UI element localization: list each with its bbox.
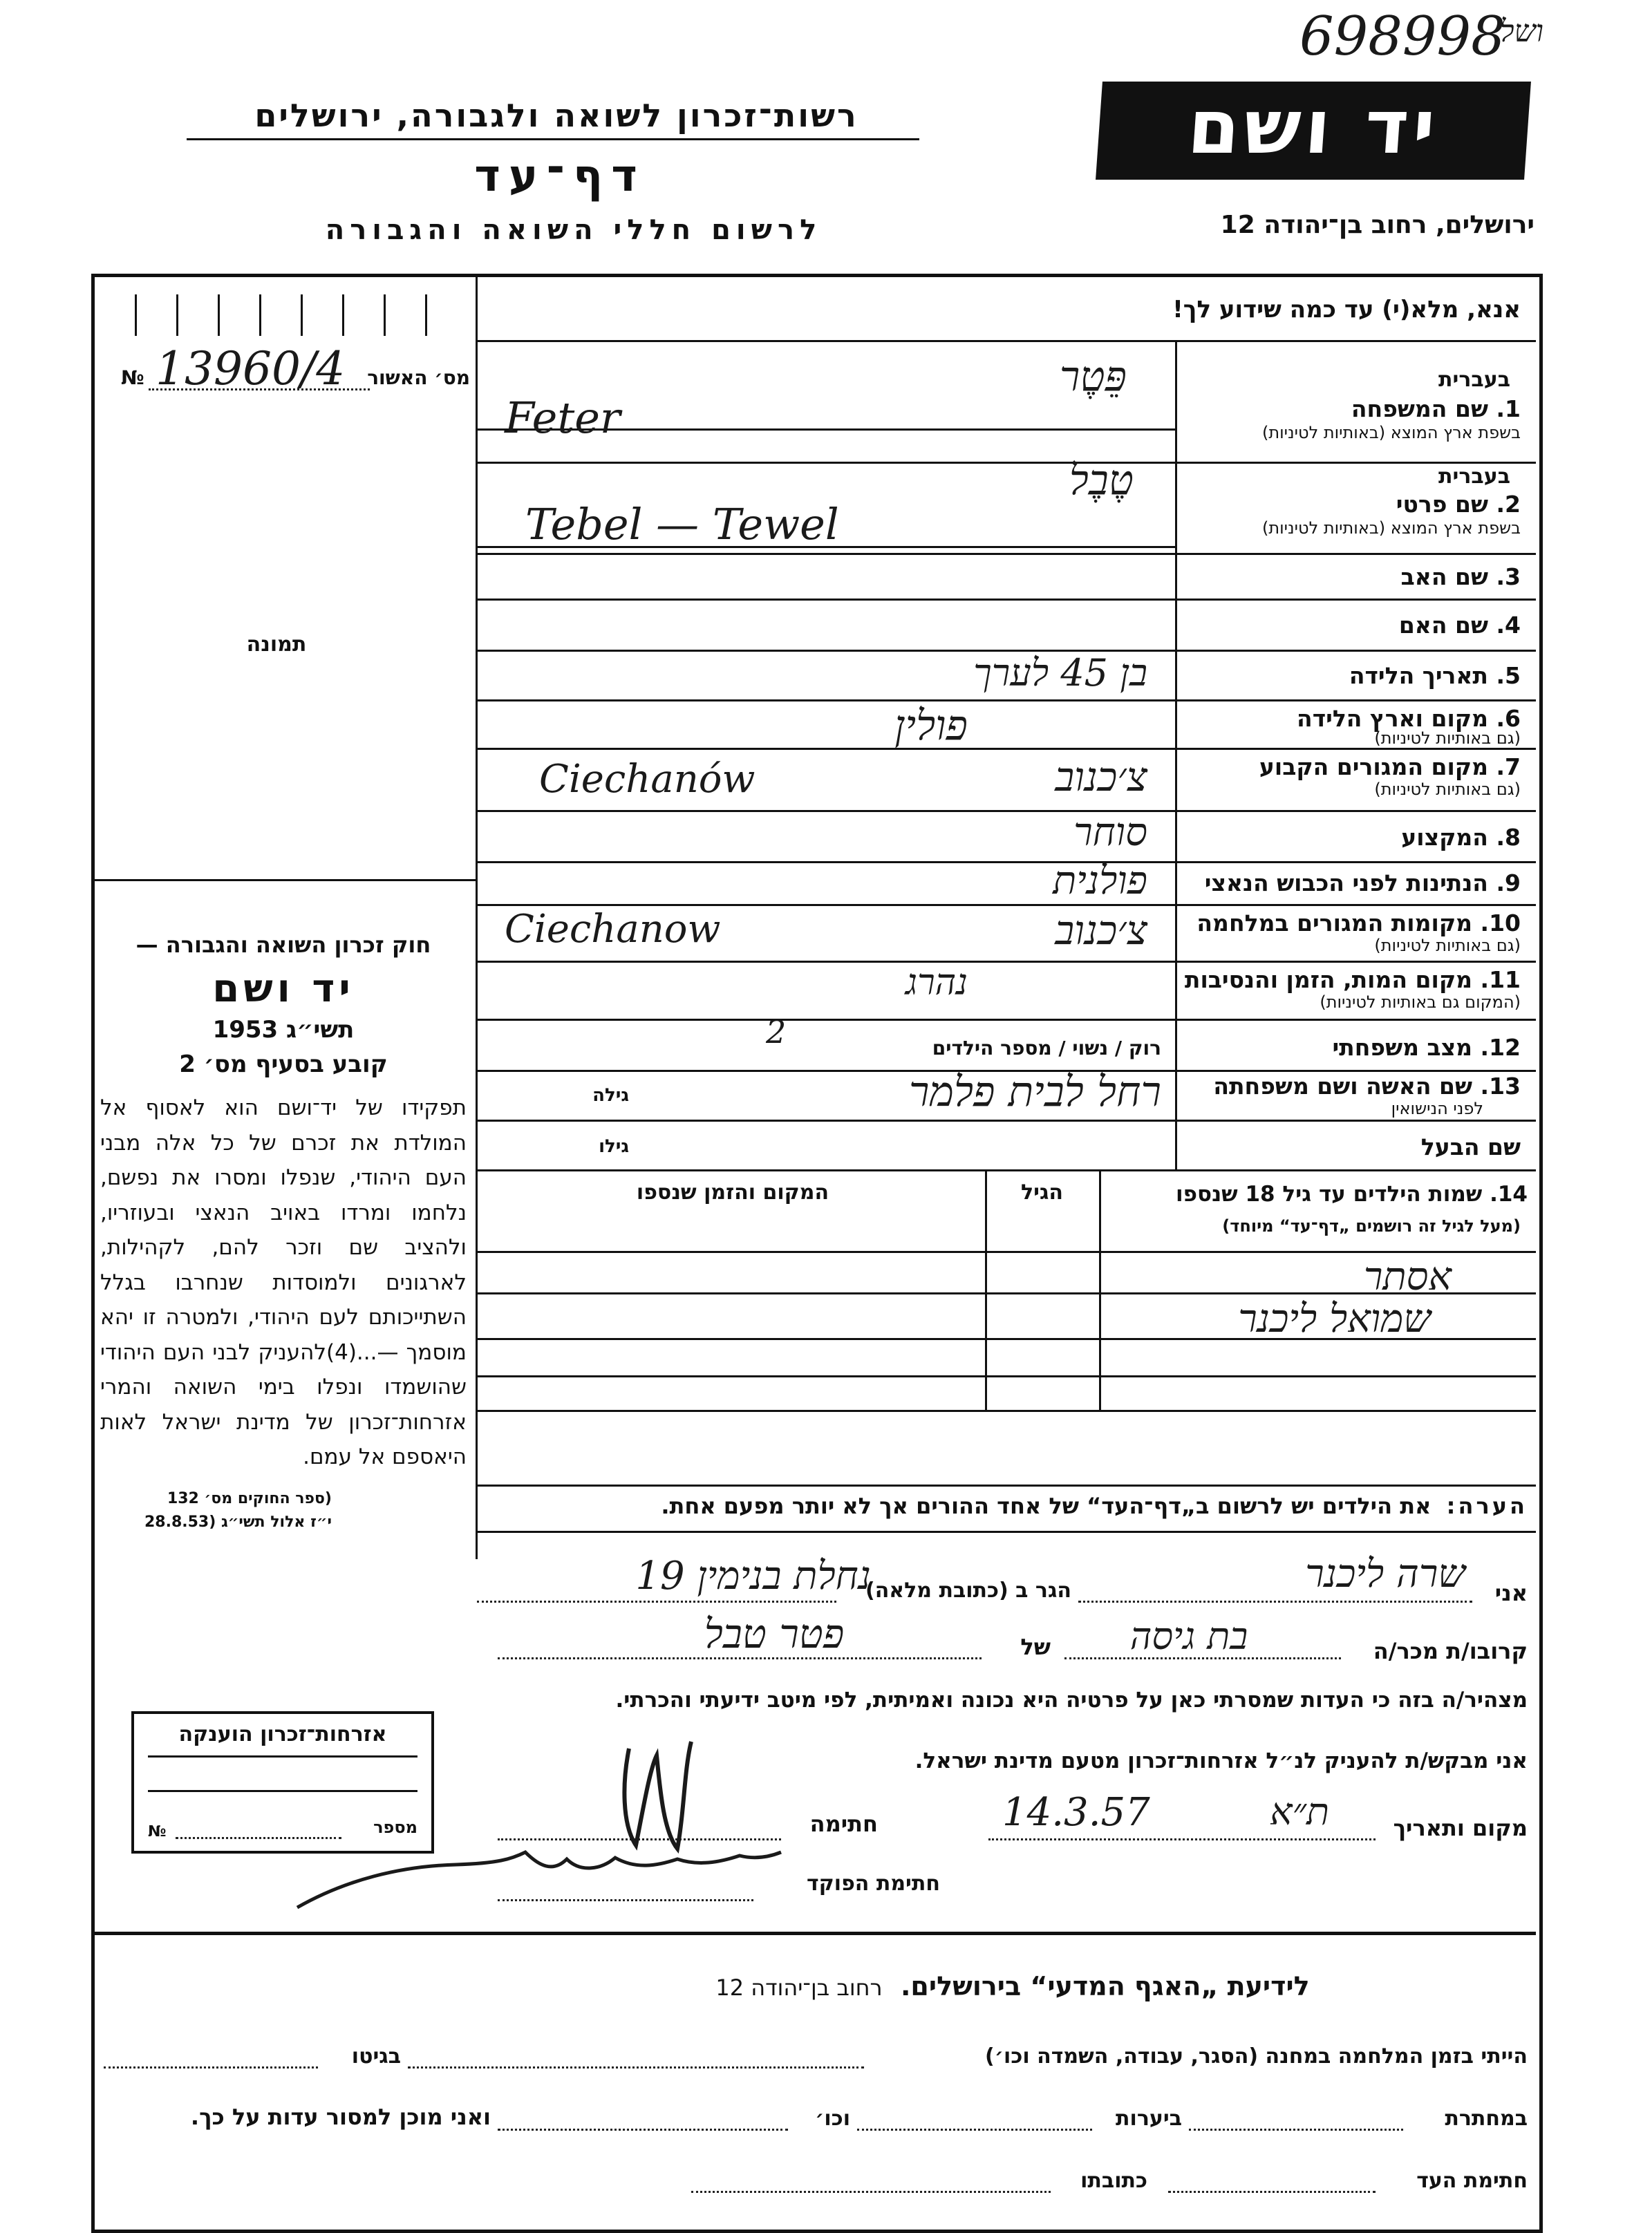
register-label: מס׳ האשור — [367, 366, 470, 389]
field-1-label-text: שם המשפחה — [1351, 395, 1488, 422]
date-value[interactable]: 14.3.57 — [1002, 1790, 1150, 1835]
profession-value[interactable]: סוחר — [1073, 810, 1147, 855]
birthplace-value[interactable]: פולין — [894, 701, 968, 750]
field-5-num: 5. — [1496, 662, 1521, 689]
place-value[interactable]: ת״א — [1270, 1790, 1329, 1834]
bottom-line-2-etc-label: וכו׳ — [815, 2107, 850, 2131]
field-1-num: 1. — [1496, 395, 1521, 422]
certificate-number-prefix: № — [148, 1823, 167, 1840]
field-1-sub: בשפת ארץ המוצא (באותיות לטיניות) — [1262, 423, 1521, 442]
mother-name-value[interactable] — [484, 608, 1168, 643]
field-10-label — [1182, 910, 1521, 936]
field-3-label-text: שם האב — [1400, 563, 1488, 590]
citizenship-request: אני מבקש/ת להעניק לנ״ל אזרחות־זכרון מטעם מדינת ישראל. — [914, 1749, 1528, 1773]
register-number: 13960/4 — [156, 342, 346, 395]
bottom-line-1-camp-label: הייתי בזמן המלחמה במחנה (הסגר, עבודה, השמדה וכו׳) — [985, 2044, 1528, 2069]
field-8-label — [1182, 824, 1521, 851]
of-label: של — [1020, 1634, 1051, 1660]
field-13-num: 13. — [1480, 1073, 1521, 1100]
law-name: יד ושם — [212, 966, 355, 1011]
marital-status-options[interactable]: רוק / נשוי / מספר הילדים — [932, 1037, 1161, 1059]
field-5-label-text: תאריך הלידה — [1349, 662, 1488, 689]
death-place-value[interactable]: נהרג — [905, 962, 968, 1004]
field-14-label-text: שמות הילדים עד גיל 18 שנספו — [1176, 1182, 1483, 1207]
header-address: ירושלים, רחוב בן־יהודה 12 — [1220, 211, 1534, 239]
relation-label: קרובו/ת מכר/ה — [1373, 1638, 1528, 1664]
photo-area — [97, 415, 470, 878]
children-count-value[interactable]: 2 — [766, 1013, 787, 1050]
wartime-residence-hebrew-value[interactable]: צ׳כנוב — [1055, 907, 1147, 954]
law-year: תשי״ג 1953 — [212, 1016, 355, 1044]
declarant-address-value[interactable]: נחלת בנימין 19 — [635, 1554, 871, 1599]
declarant-name-value[interactable]: שרה ליכנר — [1305, 1552, 1465, 1596]
nationality-value[interactable]: פולנית — [1053, 858, 1147, 903]
register-no-prefix: № — [121, 366, 144, 389]
field-2-sub: בשפת ארץ המוצא (באותיות לטיניות) — [1262, 518, 1521, 538]
field-7-label-text: מקום המגורים הקבוע — [1259, 753, 1488, 780]
field-7-sub: (גם באותיות לטיניות) — [1374, 780, 1521, 799]
child-row-2-name[interactable]: שמואל ליכנר — [1238, 1297, 1431, 1341]
children-age-header: הגיל — [1021, 1180, 1063, 1205]
field-4-num: 4. — [1496, 612, 1521, 639]
field-13-label-text: שם האשה ושם משפחתה — [1213, 1073, 1473, 1100]
husband-name-label: שם הבעל — [1420, 1133, 1521, 1160]
field-7-num: 7. — [1496, 753, 1521, 780]
bottom-line-2-willing-text: ואני מוכן למסור עדות על כך. — [190, 2104, 491, 2130]
field-5-label — [1182, 662, 1521, 689]
field-13-label — [1182, 1073, 1521, 1100]
register-tick-box — [93, 274, 476, 339]
logo-text: יד ושם — [1185, 84, 1443, 171]
birth-date-value[interactable]: בן 45 לערך — [973, 651, 1147, 695]
bottom-title-row — [484, 1971, 1541, 2001]
yad-vashem-logo — [1096, 82, 1531, 180]
field-11-sub: (המקום גם באותיות לטיניות) — [1320, 992, 1521, 1012]
family-name-hebrew-value[interactable]: פֵּטֶר — [1059, 352, 1127, 401]
children-place-header: המקום והזמן שנספו — [636, 1180, 829, 1205]
document-number-suffix: ושל — [1500, 14, 1543, 49]
declaration-statement: מצהיר/ה בזה כי העדות שמסרתי כאן על פרטיה היא נכונה ואמיתית, לפי מיטב ידיעתי והכרתי. — [615, 1688, 1528, 1713]
field-10-num: 10. — [1480, 910, 1521, 936]
residence-hebrew-value[interactable]: צ׳כנוב — [1055, 753, 1147, 800]
law-source: (ספר החוקים מס׳ 132 — [167, 1490, 332, 1507]
certificate-box — [131, 1711, 434, 1854]
bottom-line-1-ghetto-label: בגיטו — [351, 2044, 401, 2069]
field-1-hebrew-hint: בעברית — [1438, 368, 1510, 392]
field-8-num: 8. — [1496, 824, 1521, 851]
wife-name-value[interactable]: רחל לבית פלמר — [908, 1068, 1161, 1116]
field-12-label — [1182, 1034, 1521, 1061]
father-name-value[interactable] — [484, 560, 1168, 594]
form-subtitle: לרשום חללי השואה והגבורה — [325, 214, 823, 246]
field-11-label-text: מקום המות, הזמן והנסיבות — [1184, 966, 1473, 993]
husband-age-label: גילו — [599, 1136, 629, 1157]
bottom-address: רחוב בן־יהודה 12 — [715, 1975, 883, 2001]
instruction-text: אנא, מלא(י) עד כמה שידוע לך! — [1172, 296, 1521, 323]
field-14-label — [1106, 1182, 1528, 1207]
field-10-sub: (גם באותיות לטיניות) — [1374, 936, 1521, 955]
first-name-hebrew-value[interactable]: טֶבֶל — [1069, 456, 1134, 505]
wife-age-label: גילה — [592, 1085, 629, 1106]
field-7-label — [1182, 753, 1521, 780]
child-row-1-name[interactable]: אסתר — [1363, 1254, 1452, 1299]
document-number: 698998 — [1299, 6, 1505, 68]
field-12-num: 12. — [1480, 1034, 1521, 1061]
field-14-sub: (מעל לגיל זה רושמים „דף־עד“ מיוחד) — [1222, 1216, 1521, 1236]
field-4-label-text: שם האם — [1398, 612, 1488, 639]
field-9-label-text: הנתינות לפני הכבוש הנאצי — [1204, 869, 1488, 896]
wartime-residence-latin-value[interactable]: Ciechanow — [505, 907, 721, 952]
field-6-num: 6. — [1496, 705, 1521, 732]
first-name-latin-value[interactable]: Tebel — Tewel — [525, 499, 839, 549]
signature-label: חתימה — [809, 1811, 878, 1837]
address-label: הגר ב (כתובת מלאה) — [865, 1579, 1071, 1603]
certificate-number-label: מספר — [373, 1818, 417, 1837]
field-8-label-text: המקצוע — [1401, 824, 1488, 851]
officer-signature[interactable] — [290, 1838, 788, 1921]
field-12-label-text: מצב משפחתי — [1332, 1034, 1473, 1061]
photo-label: תמונה — [246, 632, 307, 657]
field-11-label — [1182, 966, 1521, 993]
witness-signature-label: חתימת העד — [1416, 2169, 1528, 2193]
field-11-num: 11. — [1480, 966, 1521, 993]
field-10-label-text: מקומות המגורים במלחמה — [1196, 910, 1473, 936]
law-clause: קובע בסעיף מס׳ 2 — [179, 1050, 388, 1078]
field-9-label — [1182, 869, 1521, 896]
bottom-line-2-forests-label: ביערות — [1116, 2107, 1182, 2131]
relation-value[interactable]: בת גיסה — [1129, 1614, 1248, 1658]
field-4-label — [1182, 612, 1521, 639]
bottom-line-2-underground-label: במחתרת — [1445, 2107, 1528, 2131]
residence-latin-value[interactable]: Ciechanów — [539, 757, 755, 802]
field-2-num: 2. — [1496, 491, 1521, 518]
form-title: דף־עד — [474, 151, 646, 202]
field-6-label-text: מקום וארץ הלידה — [1297, 705, 1488, 732]
field-9-num: 9. — [1496, 869, 1521, 896]
law-title: חוק זכרון השואה והגבורה — — [135, 932, 431, 958]
note-row — [484, 1493, 1528, 1519]
note-label: הערה: — [1446, 1493, 1528, 1519]
field-3-num: 3. — [1496, 563, 1521, 590]
law-date: י״ז אלול תשי״ג (28.8.53 — [144, 1514, 332, 1531]
place-date-label: מקום ותאריך — [1393, 1815, 1528, 1841]
field-2-label-text: שם פרטי — [1396, 491, 1488, 518]
of-person-value[interactable]: פטר טבל — [704, 1610, 845, 1657]
field-1-label — [1182, 395, 1521, 422]
bottom-title: לידיעת „האגף המדעי“ בירושלים. — [901, 1971, 1310, 2001]
authority-name: רשות־זכרון לשואה ולגבורה, ירושלים — [254, 97, 858, 134]
declarant-i-label: אני — [1494, 1580, 1528, 1606]
law-text: תפקידו של יד־ושם הוא לאסוף אל המולדת את זכרם של כל אלה מבני העם היהודי, שנפלו ומסרו את נפשם, נלחמו ומרדו באויב הנאצי ובעוזריו, ולהציב שם וזכר להם, לקהילות, לארגונים ולמוסדות שנחרבו בגלל השתייכותם לעם היהודי, ולמטרה זו יהא מוסמך —...(4)להעניק לבני העם היהודי שהושמדו ונפלו בימי השואה והמרי אזרחות־זכרון של מדינת ישראל לאות היאספם אל עמם. — [100, 1095, 467, 1469]
field-2-hebrew-hint: בעברית — [1438, 464, 1510, 489]
field-13-sub: לפני הנישואין — [1391, 1099, 1483, 1118]
field-14-num: 14. — [1490, 1182, 1528, 1207]
field-3-label — [1182, 563, 1521, 590]
family-name-latin-value[interactable]: Feter — [505, 393, 621, 443]
note-text: את הילדים יש לרשום ב„דף־העד“ של אחד ההורים אך לא יותר מפעם אחת. — [661, 1493, 1432, 1519]
certificate-title: אזרחות־זכרון הוענקה — [178, 1722, 387, 1746]
officer-signature-label: חתימת הפוקד — [807, 1872, 940, 1896]
field-2-label — [1182, 491, 1521, 518]
witness-address-label: כתובתו — [1080, 2169, 1147, 2193]
field-6-sub: (גם באותיות לטיניות) — [1374, 728, 1521, 748]
